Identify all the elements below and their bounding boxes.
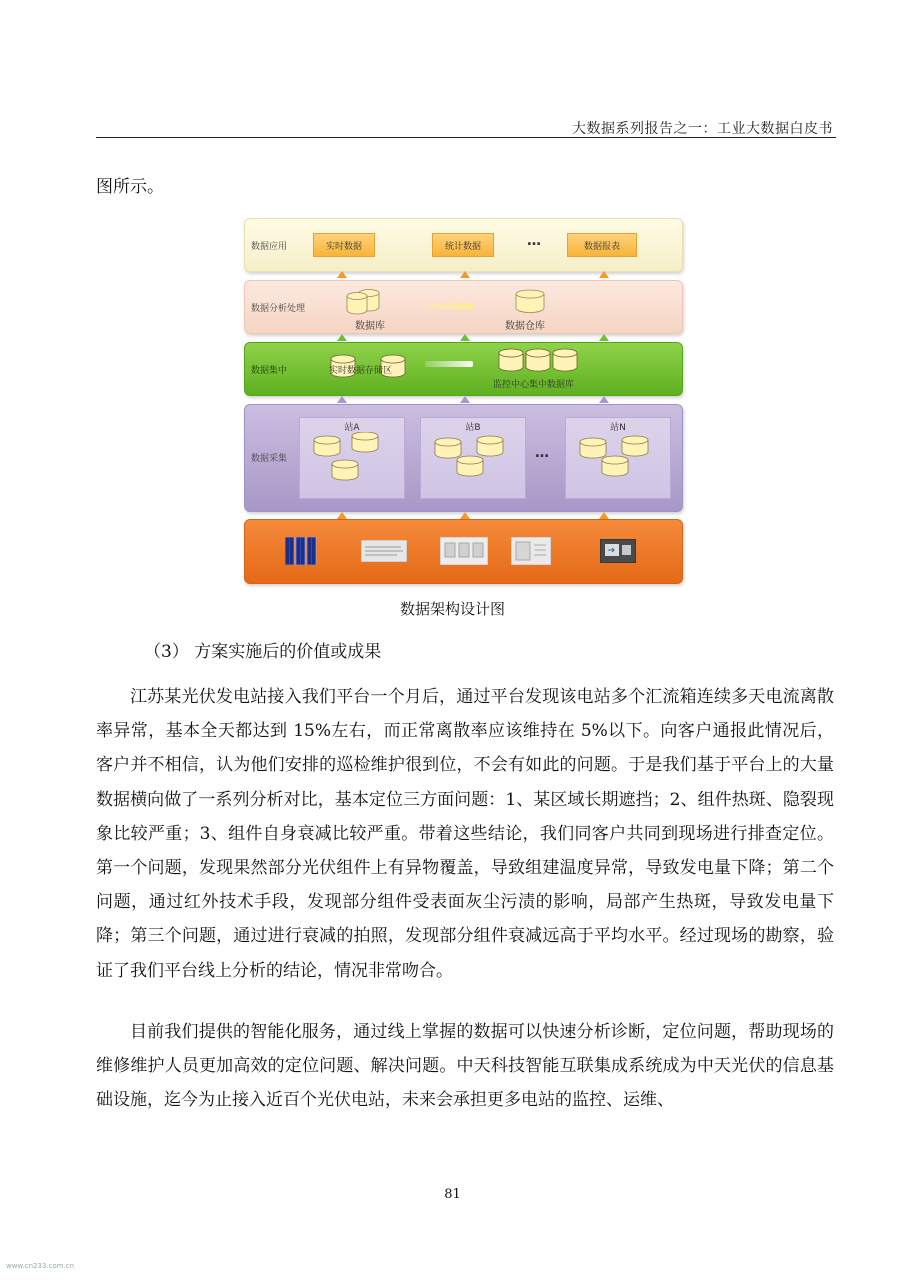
intro-text: 图所示。: [96, 177, 164, 197]
arrow-up: [599, 396, 609, 403]
layer-collection: [244, 342, 683, 396]
arrow-up: [599, 271, 609, 278]
section-heading: （3） 方案实施后的价值或成果: [144, 642, 382, 662]
header-title: 大数据系列报告之一：工业大数据白皮书: [572, 121, 833, 137]
meter-icon: [600, 539, 636, 563]
arrow-up: [599, 512, 609, 519]
station-ellipsis: …: [535, 445, 549, 461]
station-a: [299, 417, 405, 499]
app-box-realtime: 实时数据: [313, 233, 375, 257]
arrow-up: [460, 271, 470, 278]
station-databases-icon: [431, 432, 515, 492]
inverter-icon: [440, 537, 488, 565]
layer-label-processing: 数据分析处理: [251, 304, 306, 314]
cabinet-icon: [511, 537, 551, 565]
combiner-box-icon: [361, 540, 407, 562]
db-label-realtime-storage: 实时数据存储区: [329, 366, 393, 376]
arrow-up: [460, 334, 470, 341]
arrow-up: [460, 396, 470, 403]
arrow-up: [337, 512, 347, 519]
flow-arrow: [425, 303, 473, 309]
station-n: [565, 417, 671, 499]
arrow-up: [337, 271, 347, 278]
body-paragraph: 江苏某光伏发电站接入我们平台一个月后，通过平台发现该电站多个汇流箱连续多天电流离散率异常，基本全天都达到 15%左右，而正常离散率应该维持在 5%以下。向客户通报此情况后，客户并不相信，认为他们安排的巡检维护很到位，不会有如此的问题。于是我们基于平台上的大量数据横向做了一系列分析对比，基本定位三方面问题：1、某区域长期遮挡；2、组件热斑、隐裂现象比较严重；3、组件自身衰减比较严重。带着这些结论，我们同客户共同到现场进行排查定位。第一个问题，发现果然部分光伏组件上有异物覆盖，导致组建温度异常，导致发电量下降；第二个问题，通过红外技术手段，发现部分组件受表面灰尘污渍的影响，局部产生热斑，导致发电量下降；第三个问题，通过进行衰减的拍照，发现部分组件衰减远高于平均水平。经过现场的勘察，验证了我们平台线上分析的结论，情况非常吻合。: [96, 687, 834, 981]
database-icon: [345, 289, 385, 315]
watermark: www.cn233.com.cn: [6, 1262, 75, 1270]
layer-devices: [244, 519, 683, 584]
station-label: 站B: [465, 423, 481, 433]
arrow-up: [599, 334, 609, 341]
solar-panel-icon: [285, 537, 317, 565]
db-label-central-database: 监控中心集中数据库: [493, 380, 575, 390]
page-number: 81: [444, 1187, 461, 1202]
arrow-up: [337, 396, 347, 403]
layer-processing: [244, 280, 683, 334]
station-label: 站N: [610, 423, 626, 433]
body-paragraph: 目前我们提供的智能化服务，通过线上掌握的数据可以快速分析诊断，定位问题，帮助现场的维修维护人员更加高效的定位问题、解决问题。中天科技智能互联集成系统成为中天光伏的信息基础设施，迄今为止接入近百个光伏电站，未来会承担更多电站的监控、运维、: [96, 1022, 834, 1111]
station-databases-icon: [310, 432, 394, 492]
station-databases-icon: [576, 432, 660, 492]
data-architecture-diagram: [244, 218, 682, 584]
layer-label-acquisition: 数据采集: [251, 454, 288, 464]
arrow-up: [337, 334, 347, 341]
data-warehouse-icon: [513, 289, 547, 315]
flow-arrow: [425, 361, 473, 367]
central-database-icon: [497, 347, 581, 375]
db-label-warehouse: 数据仓库: [505, 321, 545, 332]
station-b: [420, 417, 526, 499]
station-label: 站A: [344, 423, 360, 433]
db-label-database: 数据库: [355, 321, 385, 332]
figure-caption: 数据架构设计图: [399, 600, 505, 618]
app-box-statistics: 统计数据: [432, 233, 494, 257]
layer-label-application: 数据应用: [251, 242, 288, 252]
arrow-up: [460, 512, 470, 519]
layer-label-collection: 数据集中: [251, 366, 288, 376]
layer-acquisition: [244, 404, 683, 512]
header-rule: [96, 137, 836, 138]
app-box-report: 数据报表: [567, 233, 637, 257]
app-ellipsis: …: [527, 233, 541, 249]
layer-application: [244, 218, 683, 272]
